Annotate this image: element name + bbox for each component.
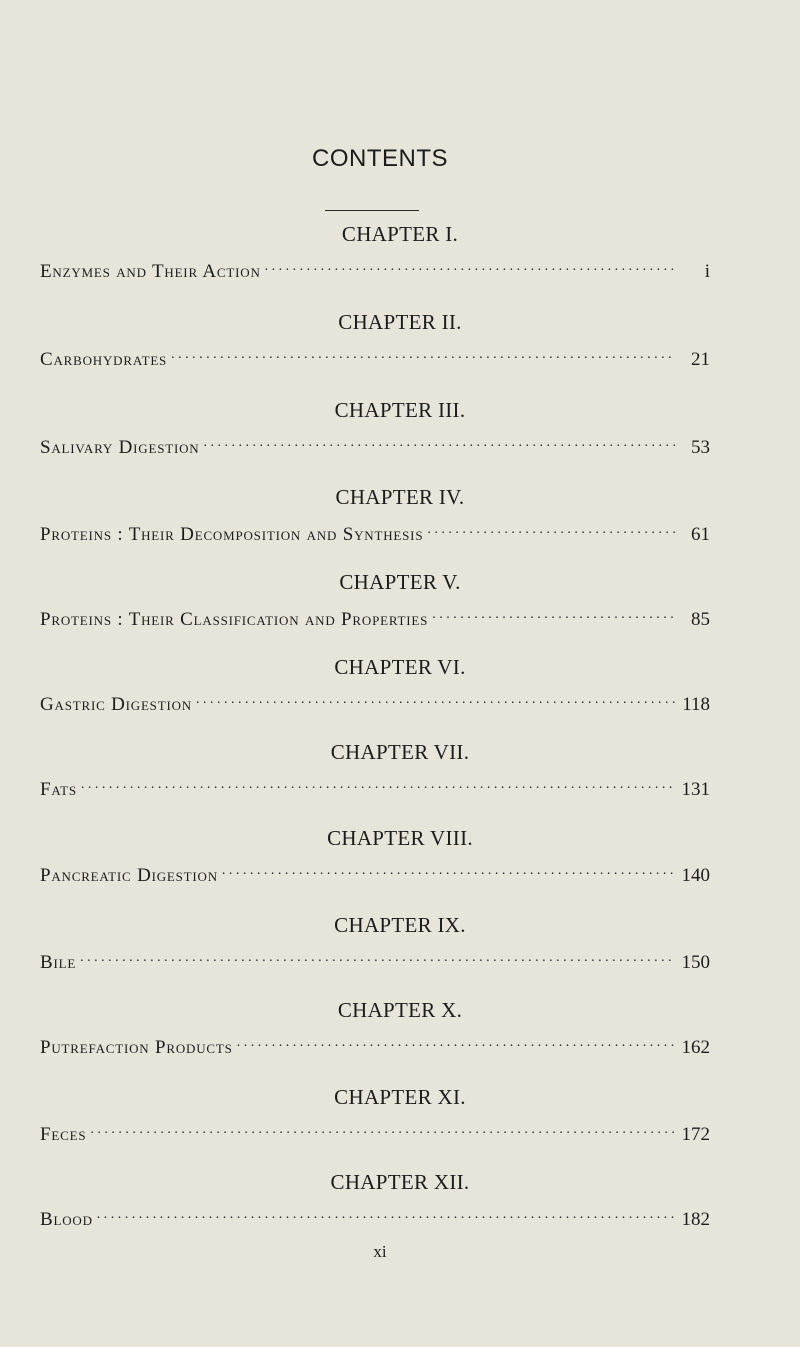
- dot-leader: [80, 949, 676, 968]
- toc-chapter-9: [40, 913, 710, 993]
- dot-leader: [81, 776, 676, 795]
- chapter-heading: CHAPTER IV.: [335, 485, 465, 509]
- toc-entry[interactable]: [40, 1206, 710, 1231]
- toc-page-number: i: [704, 261, 710, 282]
- toc-entry-title: Blood: [40, 1209, 93, 1230]
- toc-chapter-2: [40, 310, 710, 390]
- toc-entry-title: Carbohydrates: [40, 349, 168, 370]
- chapter-heading: CHAPTER XII.: [330, 1170, 470, 1194]
- toc-page-number: 53: [691, 437, 710, 458]
- toc-page-number: 131: [681, 779, 710, 800]
- toc-entry[interactable]: [40, 606, 710, 631]
- toc-page-number: 150: [681, 952, 710, 973]
- toc-chapter-5: [40, 570, 710, 650]
- toc-chapter-7: [40, 740, 710, 820]
- toc-page-number: 118: [682, 694, 710, 715]
- dot-leader: [90, 1121, 676, 1140]
- dot-leader: [432, 606, 676, 625]
- toc-entry-title: Gastric Digestion: [40, 694, 192, 715]
- chapter-heading: CHAPTER III.: [334, 398, 466, 422]
- toc-entry-title: Fats: [40, 779, 77, 800]
- toc-entry-title: Salivary Digestion: [40, 437, 200, 458]
- toc-entry-title: Enzymes and Their Action: [40, 261, 261, 282]
- dot-leader: [203, 434, 676, 453]
- toc-chapter-4: [40, 485, 710, 565]
- toc-entry[interactable]: [40, 1121, 710, 1146]
- toc-entry[interactable]: [40, 862, 710, 887]
- chapter-heading: CHAPTER VIII.: [327, 826, 473, 850]
- chapter-heading: CHAPTER VII.: [330, 740, 470, 764]
- toc-chapter-1: [40, 222, 710, 302]
- toc-entry-title: Proteins : Their Classification and Properties: [40, 609, 429, 630]
- chapter-heading: CHAPTER X.: [337, 998, 463, 1022]
- dot-leader: [427, 521, 676, 540]
- toc-chapter-8: [40, 826, 710, 906]
- dot-leader: [237, 1034, 676, 1053]
- toc-chapter-3: [40, 398, 710, 478]
- dot-leader: [265, 258, 676, 277]
- toc-chapter-12: [40, 1170, 710, 1250]
- toc-entry[interactable]: [40, 776, 710, 801]
- toc-entry[interactable]: [40, 346, 710, 371]
- toc-page-number: 182: [681, 1209, 710, 1230]
- toc-chapter-6: [40, 655, 710, 735]
- toc-entry-title: Putrefaction Products: [40, 1037, 233, 1058]
- chapter-heading: CHAPTER IX.: [334, 913, 466, 937]
- toc-entry-title: Feces: [40, 1124, 87, 1145]
- toc-page-number: 172: [681, 1124, 710, 1145]
- chapter-heading: CHAPTER XI.: [334, 1085, 466, 1109]
- dot-leader: [97, 1206, 676, 1225]
- toc-entry[interactable]: [40, 691, 710, 716]
- toc-entry[interactable]: [40, 521, 710, 546]
- toc-entry[interactable]: [40, 949, 710, 974]
- toc-entry[interactable]: [40, 1034, 710, 1059]
- toc-page-number: 162: [681, 1037, 710, 1058]
- dot-leader: [196, 691, 676, 710]
- toc-entry[interactable]: [40, 434, 710, 459]
- toc-entry-title: Proteins : Their Decomposition and Synthesis: [40, 524, 424, 545]
- chapter-heading: CHAPTER II.: [338, 310, 462, 334]
- page-folio: xi: [373, 1242, 387, 1261]
- toc-chapter-11: [40, 1085, 710, 1165]
- dot-leader: [222, 862, 676, 881]
- toc-entry-title: Bile: [40, 952, 77, 973]
- toc-entry-title: Pancreatic Digestion: [40, 865, 218, 886]
- page-title: CONTENTS: [312, 145, 448, 172]
- toc-chapter-10: [40, 998, 710, 1078]
- toc-page-number: 140: [681, 865, 710, 886]
- chapter-heading: CHAPTER I.: [341, 222, 459, 246]
- chapter-heading: CHAPTER VI.: [334, 655, 466, 679]
- toc-page-number: 85: [691, 609, 710, 630]
- toc-entry[interactable]: [40, 258, 710, 283]
- toc-page-number: 61: [691, 524, 710, 545]
- toc-page-number: 21: [691, 349, 710, 370]
- title-rule: [325, 210, 419, 211]
- dot-leader: [171, 346, 676, 365]
- chapter-heading: CHAPTER V.: [339, 570, 461, 594]
